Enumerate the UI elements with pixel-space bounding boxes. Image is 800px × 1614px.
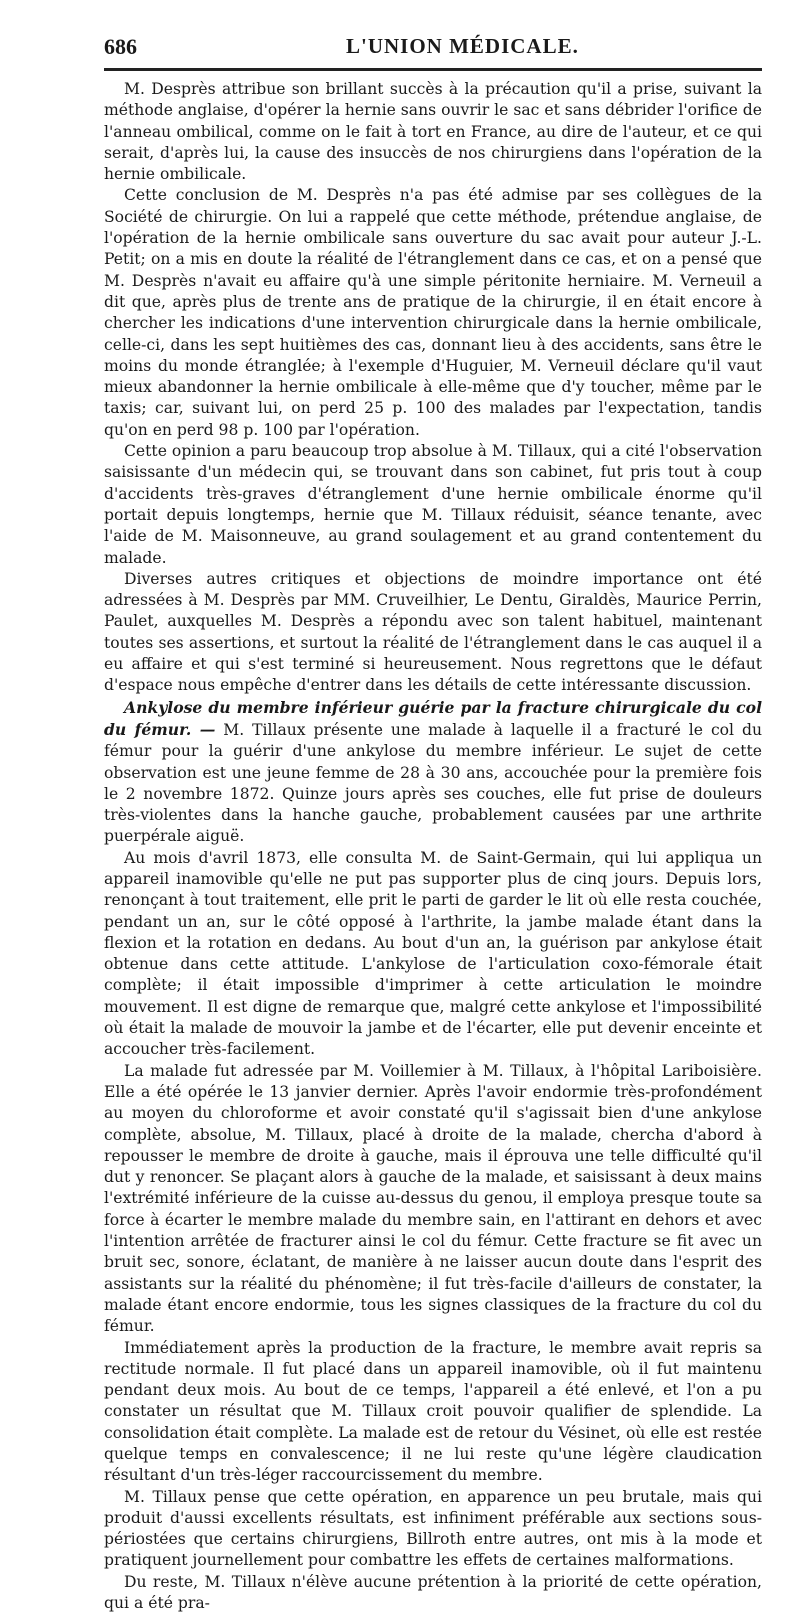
journal-title: L'UNION MÉDICALE.	[346, 34, 579, 58]
running-head	[104, 30, 762, 66]
section-rubric: Ankylose du membre inférieur guérie par la fracture chirurgicale du col du fémur. —	[104, 697, 762, 739]
paragraph-with-rubric	[104, 697, 762, 848]
paragraph: Cette opinion a paru beaucoup trop absolue à M. Tillaux, qui a cité l'observation saisissante d'un médecin qui, se trouvant dans son cabinet, fut pris tout à coup d'accidents très-graves d'étranglement d'une hernie ombilicale énorme qu'il portait depuis longtemps, hernie que M. Tillaux réduisit, séance tenante, avec l'aide de M. Maisonneuve, au grand soulagement et au grand contentement du malade.	[104, 442, 762, 567]
paragraph-text: M. Tillaux présente une malade à laquelle il a fracturé le col du fémur pour la guérir d'une ankylose du membre inférieur. Le sujet de cette observation est une jeune femme de 28 à 30 ans, accouchée pour la première fois le 2 novembre 1872. Quinze jours après ses couches, elle fut prise de douleurs très-violentes dans la hanche gauche, probablement causées par une arthrite puerpérale aiguë.	[104, 720, 762, 846]
paragraph: Au mois d'avril 1873, elle consulta M. de Saint-Germain, qui lui appliqua un appareil inamovible qu'elle ne put pas supporter plus de cinq jours. Depuis lors, renonçant à tout traitement, elle prit le parti de garder le lit où elle resta couchée, pendant un an, sur le côté opposé à l'arthrite, la jambe malade étant dans la flexion et la rotation en dedans. Au bout d'un an, la guérison par ankylose était obtenue dans cette attitude. L'ankylose de l'articulation coxo-fémorale était complète; il était impossible d'imprimer à cette articulation le moindre mouvement. Il est digne de remarque que, malgré cette ankylose et l'impossibilité où était la malade de mouvoir la jambe et de l'écarter, elle put devenir enceinte et accoucher très-facilement.	[104, 848, 762, 1059]
paragraph: Du reste, M. Tillaux n'élève aucune prétention à la priorité de cette opération, qui a été pra-	[104, 1572, 762, 1613]
paragraph: La malade fut adressée par M. Voillemier à M. Tillaux, à l'hôpital Lariboisière. Elle a été opérée le 13 janvier dernier. Après l'avoir endormie très-profondément au moyen du chloroforme et avoir constaté qu'il s'agissait bien d'une ankylose complète, absolue, M. Tillaux, placé à droite de la malade, chercha d'abord à repousser le membre de droite à gauche, mais il éprouva une telle difficulté qu'il dut y renoncer. Se plaçant alors à gauche de la malade, et saisissant à deux mains l'extrémité inférieure de la cuisse au-dessus du genou, il employa presque toute sa force à écarter le membre malade du membre sain, en l'attirant en dehors et avec l'intention arrêtée de fracturer ainsi le col du fémur. Cette fracture se fit avec un bruit sec, sonore, éclatant, de manière à ne laisser aucun doute dans l'esprit des assistants sur la réalité du phénomène; il fut très-facile d'ailleurs de constater, la malade étant encore endormie, tous les signes classiques de la fracture du col du fémur.	[104, 1061, 762, 1336]
paragraph: Immédiatement après la production de la fracture, le membre avait repris sa rectitude normale. Il fut placé dans un appareil inamovible, où il fut maintenu pendant deux mois. Au bout de ce temps, l'appareil a été enlevé, et l'on a pu constater un résultat que M. Tillaux croit pouvoir qualifier de splendide. La consolidation était complète. La malade est de retour du Vésinet, où elle est restée quelque temps en convalescence; il ne lui reste qu'une légère claudication résultant d'un très-léger raccourcissement du membre.	[104, 1338, 762, 1485]
paragraph: Diverses autres critiques et objections de moindre importance ont été adressées à M. Desprès par MM. Cruveilhier, Le Dentu, Giraldès, Maurice Perrin, Paulet, auxquelles M. Desprès a répondu avec son talent habituel, maintenant toutes ses assertions, et surtout la réalité de l'étranglement dans le cas auquel il a eu affaire et qui s'est terminé si heureusement. Nous regrettons que le défaut d'espace nous empêche d'entrer dans les détails de cette intéressante discussion.	[104, 569, 762, 695]
page-number: 686	[104, 34, 137, 59]
paragraph: Cette conclusion de M. Desprès n'a pas été admise par ses collègues de la Société de chirurgie. On lui a rappelé que cette méthode, prétendue anglaise, de l'opération de la hernie ombilicale sans ouverture du sac avait pour auteur J.-L. Petit; on a mis en doute la réalité de l'étranglement dans ce cas, et on a pensé que M. Desprès n'avait eu affaire qu'à une simple péritonite herniaire. M. Verneuil a dit que, après plus de trente ans de pratique de la chirurgie, il en était encore à chercher les indications d'une intervention chirurgicale dans la hernie ombilicale, celle-ci, dans les sept huitièmes des cas, donnant lieu à des accidents, sans être le moins du monde étranglée; à l'exemple d'Huguier, M. Verneuil déclare qu'il vaut mieux abandonner la hernie ombilicale à elle-même que d'y toucher, même par le taxis; car, suivant lui, on perd 25 p. 100 des malades par l'expectation, tandis qu'on en perd 98 p. 100 par l'opération.	[104, 186, 762, 439]
header-rule	[104, 68, 762, 71]
paragraph: M. Tillaux pense que cette opération, en apparence un peu brutale, mais qui produit d'aussi excellents résultats, est infiniment préférable aux sections sous-périostées que certains chirurgiens, Billroth entre autres, ont mis à la mode et pratiquent journellement pour combattre les effets de certaines malformations.	[104, 1487, 762, 1570]
article-body	[104, 79, 762, 1614]
paragraph: M. Desprès attribue son brillant succès à la précaution qu'il a prise, suivant la méthode anglaise, d'opérer la hernie sans ouvrir le sac et sans débrider l'orifice de l'anneau ombilical, comme on le fait à tort en France, au dire de l'auteur, et ce qui serait, d'après lui, la cause des insuccès de nos chirurgiens dans l'opération de la hernie ombilicale.	[104, 80, 762, 184]
